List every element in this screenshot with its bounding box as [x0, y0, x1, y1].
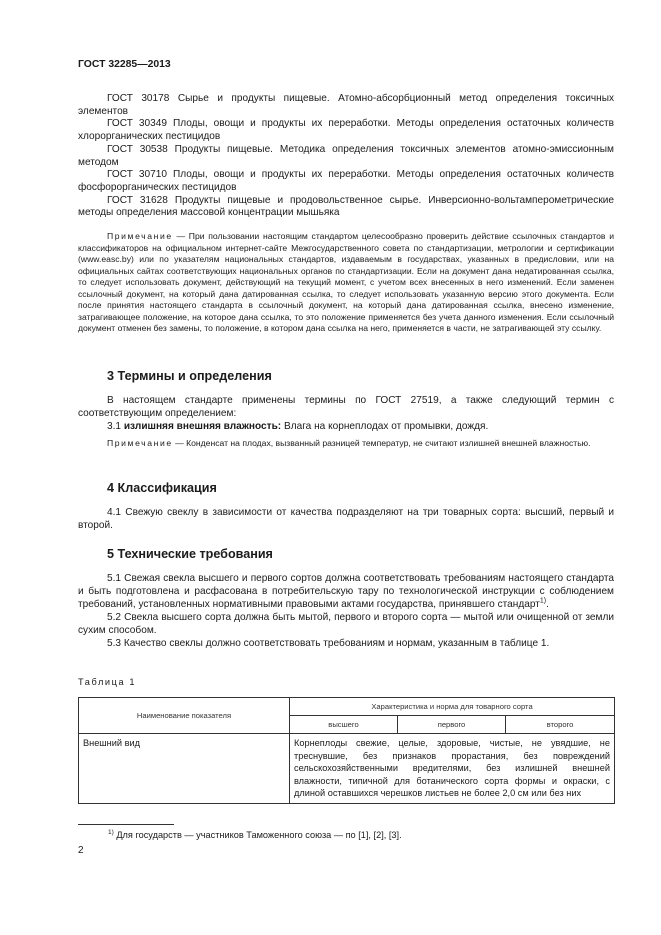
table-cell-value: Корнеплоды свежие, целые, здоровые, чистые, не увядшие, не треснувшие, без признаков прорастания, без повреждений сельскохозяйственными вредителями, без излишней внешней влажности, типичной для ботанического сорта формы и окраски, с длиной оставшихся черешков листьев не более 2,0 см или без них	[290, 734, 615, 804]
section-5-paragraph-3: 5.3 Качество свеклы должно соответствовать требованиям и нормам, указанным в таблице 1.	[107, 638, 550, 649]
section-4-paragraph: 4.1 Свежую свеклу в зависимости от качества подразделяют на три товарных сорта: высший, первый и второй.	[78, 507, 614, 531]
section-5-paragraph-2: 5.2 Свекла высшего сорта должна быть мытой, первого и второго сорта — мытой или очищенной от земли сухим способом.	[78, 612, 614, 636]
section-4-body	[78, 506, 614, 532]
table-cell-indicator: Внешний вид	[79, 734, 290, 804]
note-text: — При пользовании настоящим стандартом целесообразно проверить действие ссылочных стандартов и классификаторов на официальном интернет-сайте Межгосударственного совета по стандартизации, метрологии и сертификации (www.easc.by) или по указателям национальных стандартов, издаваемым в государствах, указанных в предисловии, или на официальных сайтах соответствующих национальных органов по стандартизации. Если на документ дана недатированная ссылка, то следует использовать документ, действующий на текущий момент, с учетом всех внесенных в него изменений. Если заменен ссылочный документ, на который дана датированная ссылка, то следует использовать указанную версию этого документа. Если после принятия настоящего стандарта в ссылочный документ, на который дана датированная ссылка, внесено изменение, затрагивающее положение, на которое дана ссылка, то это положение применяется без учета данного изменения. Если ссылочный документ отменен без замены, то положение, в котором дана ссылка на него, применяется в части, не затрагивающей эту ссылку.	[78, 231, 614, 333]
table-header-grade: высшего	[290, 716, 398, 734]
normative-references	[78, 93, 614, 220]
reference-item: ГОСТ 30710 Плоды, овощи и продукты их переработки. Методы определения остаточных количеств фосфорорганических пестицидов	[78, 169, 614, 193]
table-header-grade: первого	[398, 716, 506, 734]
paragraph-end: .	[546, 599, 549, 610]
section-4-heading: 4 Классификация	[107, 481, 217, 495]
table-row	[79, 734, 615, 804]
table-header-group: Характеристика и норма для товарного сорта	[290, 698, 615, 716]
document-header: ГОСТ 32285—2013	[78, 59, 171, 70]
term-definition	[78, 420, 614, 433]
reference-item: ГОСТ 30178 Сырье и продукты пищевые. Атомно-абсорбционный метод определения токсичных элементов	[78, 93, 614, 117]
term-definition-text: Влага на корнеплодах от промывки, дождя.	[281, 421, 489, 432]
term-note	[78, 438, 614, 450]
reference-item: ГОСТ 31628 Продукты пищевые и продовольственное сырье. Инверсионно-вольтамперометрические методы определения массовой концентрации мышьяка	[78, 194, 614, 219]
term-name: излишняя внешняя влажность:	[123, 421, 282, 432]
note-label: Примечание	[107, 231, 173, 241]
table-header-grade: второго	[506, 716, 615, 734]
section-5-body	[78, 572, 614, 650]
footnote-marker: 1)	[108, 829, 114, 836]
section-5-paragraph-1	[78, 572, 614, 611]
footnote-ref: 1)	[539, 597, 547, 605]
page-number: 2	[78, 845, 84, 856]
references-note	[78, 231, 614, 335]
reference-item: ГОСТ 30538 Продукты пищевые. Методика определения токсичных элементов атомно-эмиссионным методом	[78, 143, 614, 168]
footnote	[108, 829, 402, 840]
note-label: Примечание	[107, 438, 173, 448]
section-5-heading: 5 Технические требования	[107, 547, 273, 561]
paragraph-text: 5.1 Свежая свекла высшего и первого сортов должна соответствовать требованиям настоящего стандарта и быть подготовлена и расфасована в потребительскую тару по технологической инструкции с соблюдением требований, установленных нормативными правовыми актами государства, принявшего стандарт	[78, 573, 614, 610]
footnote-divider	[78, 824, 174, 825]
section-3-heading: 3 Термины и определения	[107, 369, 272, 383]
footnote-text: Для государств — участников Таможенного союза — по [1], [2], [3].	[113, 830, 402, 841]
table-header-indicator: Наименование показателя	[79, 698, 290, 734]
note-text: — Конденсат на плодах, вызванный разницей температур, не считают излишней внешней влажностью.	[172, 438, 591, 448]
quality-requirements-table	[78, 697, 615, 804]
section-3-intro: В настоящем стандарте применены термины по ГОСТ 27519, а также следующий термин с соответствующим определением:	[78, 395, 614, 419]
term-number: 3.1	[107, 421, 124, 432]
table-label: Таблица 1	[78, 677, 137, 687]
reference-item: ГОСТ 30349 Плоды, овощи и продукты их переработки. Методы определения остаточных количеств хлорорганических пестицидов	[78, 118, 614, 143]
section-3-body	[78, 394, 614, 433]
